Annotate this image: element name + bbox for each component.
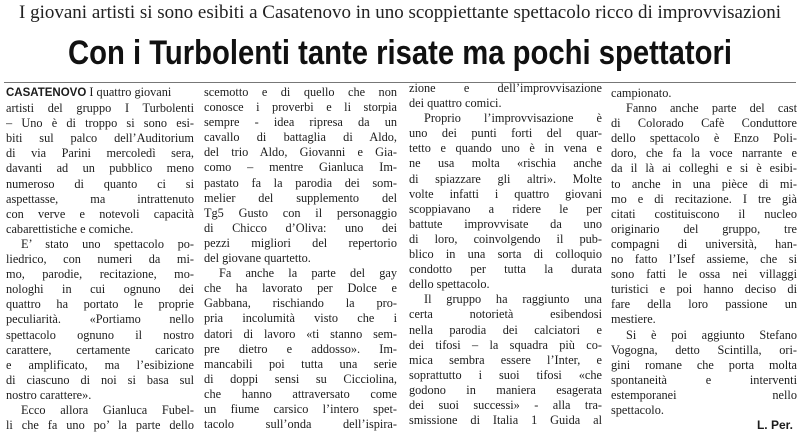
column-line: li che fa uno po’ la parte dello	[6, 418, 194, 433]
column-line: spettacolo.	[611, 402, 664, 417]
column-line: numeroso di quanto ci si	[6, 176, 194, 191]
column-line: tacolo sull’onda dell’ispira-	[204, 417, 397, 432]
column-line: E’ stato uno spettacolo po-	[21, 236, 194, 251]
column-line: che ha lavorato per Dolce e	[204, 281, 397, 296]
column-line: datori di lavoro «ti stanno sem-	[204, 326, 397, 341]
column-line: e amplificato, ma l’esibizione	[6, 357, 194, 372]
column-line: un fiume carsico l’intero spet-	[204, 401, 397, 416]
column-line: volte infatti i quattro giovani	[409, 186, 602, 201]
column-line: mancabili poi tutta una serie	[204, 356, 397, 371]
column-line: dei tifosi – la squadra più co-	[409, 337, 602, 352]
column-line: no fatto l’Isef assieme, che si	[611, 252, 797, 267]
column-line: biti sul palco dell’Auditorium	[6, 131, 194, 146]
column-line: citati costituiscono il nucleo	[611, 206, 797, 221]
column-line: blico in una sorta di colloquio	[409, 247, 602, 262]
article-column-3	[409, 81, 602, 428]
column-line: dello spettacolo è Enzo Poli-	[611, 131, 797, 146]
column-line: turistici e poi hanno deciso di	[611, 282, 797, 297]
column-line: mica sembra essere l’Inter, e	[409, 352, 602, 367]
column-line: soprattutto i suoi tifosi «che	[409, 367, 602, 382]
column-line: Fanno anche parte del cast	[626, 101, 797, 116]
column-line: fare della loro passione un	[611, 297, 797, 312]
column-line: di Colorado Cafè Conduttore	[611, 116, 797, 131]
column-line: battute improvvisate da uno	[409, 216, 602, 231]
column-line: spettacolo ognuno il nostro	[6, 327, 194, 342]
column-line: ne usa molta «rischia anche	[409, 156, 602, 171]
column-line: pria incolumità visto che i	[204, 311, 397, 326]
column-line: dello spettacolo.	[409, 277, 490, 292]
signature-line	[611, 418, 797, 433]
column-line: mestiere.	[611, 312, 656, 327]
column-line: conosce i proverbi e li storpia	[204, 100, 397, 115]
column-line: to anche in una pièce di mi-	[611, 176, 797, 191]
column-line: campionato.	[611, 86, 672, 100]
column-line: nella parodia dei calciatori e	[409, 322, 602, 337]
column-line: doro, che fa la voce narrante e	[611, 146, 797, 161]
column-line: godono in maniera esagerata	[409, 382, 602, 397]
column-line: sono fatti le ossa nei villaggi	[611, 267, 797, 282]
column-line: mo, parodie, recitazione, mo-	[6, 267, 194, 282]
column-line: artisti del gruppo I Turbolenti	[6, 101, 194, 116]
column-line: di doppi sensi su Cicciolina,	[204, 371, 397, 386]
column-line: certa notorietà esibendosi	[409, 307, 602, 322]
column-line: carattere, certamente caricato	[6, 342, 194, 357]
column-line: pre dietro e addosso». Im-	[204, 341, 397, 356]
article-kicker: I giovani artisti si sono esibiti a Casatenovo in uno scoppiettante spettacolo ricco di improvvisazioni	[19, 2, 781, 23]
column-line: cavallo di battaglia di Aldo,	[204, 130, 397, 145]
column-line: nologhi in cui ognuno dei	[6, 282, 194, 297]
column-line: peculiarità. «Portiamo nello	[6, 312, 194, 327]
column-line: cabarettistiche e comiche.	[6, 221, 134, 236]
column-line: dei suoi successi» - alla tra-	[409, 397, 602, 412]
column-line: melier del supplemento del	[204, 190, 397, 205]
article-column-4	[611, 86, 797, 433]
column-line: scemotto e di quello che non	[204, 85, 397, 99]
column-line: condotto per tutta la durata	[409, 262, 602, 277]
column-line: estemporanei nello	[611, 387, 797, 402]
column-line: nostro carattere».	[6, 387, 92, 402]
column-line: uno dei punti forti del quar-	[409, 126, 602, 141]
column-line: di Chicco d’Oliva: uno dei	[204, 220, 397, 235]
column-line: originario del gruppo, tre	[611, 221, 797, 236]
column-line: Vogogna, detto Scintilla, ori-	[611, 342, 797, 357]
column-line: Proprio l’improvvisazione è	[424, 111, 602, 126]
column-line: Il gruppo ha raggiunto una	[424, 292, 602, 307]
column-line: liedrico, con numeri da mi-	[6, 252, 194, 267]
column-line: – Uno è di troppo si sono esi-	[6, 116, 194, 131]
column-line: Si è poi aggiunto Stefano	[626, 327, 797, 342]
column-line: mo e di recitazione. I tre già	[611, 191, 797, 206]
column-line: zione e dell’improvvisazione	[409, 81, 602, 95]
column-line: del trio Aldo, Giovanni e Gia-	[204, 145, 397, 160]
headline-rule	[4, 82, 796, 83]
column-line: aspettasse, ma intrattenuto	[6, 191, 194, 206]
column-line: davanti ad un pubblico meno	[6, 161, 194, 176]
column-line: compagni di università, han-	[611, 236, 797, 251]
column-line: da il là ai colleghi e si è esibi-	[611, 161, 797, 176]
column-line: dei quattro comici.	[409, 96, 502, 111]
author-signature: L. Per.	[756, 418, 793, 433]
column-line: di ciascuno di noi si basa sul	[6, 372, 194, 387]
column-line: di loro, coinvolgendo il pub-	[409, 231, 602, 246]
article-column-1	[6, 85, 194, 433]
column-line: Ecco allora Gianluca Fubel-	[21, 402, 194, 417]
article-headline: Con i Turbolenti tante risate ma pochi spettatori	[68, 34, 732, 72]
column-line: quattro ha portato le proprie	[6, 297, 194, 312]
column-line: con verve e notevoli capacità	[6, 206, 194, 221]
column-line: pezzi migliori del repertorio	[204, 235, 397, 250]
column-line: tetto e quando uno è in vena e	[409, 141, 602, 156]
column-line: di spiazzare gli altri». Molte	[409, 171, 602, 186]
column-line: como – mentre Gianluca Im-	[204, 160, 397, 175]
column-line: gini romane che porta molta	[611, 357, 797, 372]
column-line: sempre - idea ripresa da un	[204, 115, 397, 130]
column-line: Tg5 Gusto con il personaggio	[204, 205, 397, 220]
column-line: del giovane quartetto.	[204, 251, 311, 266]
column-line: spontaneità e interventi	[611, 372, 797, 387]
article-column-2	[204, 85, 397, 432]
column-line: smissione di Italia 1 Guida al	[409, 413, 602, 428]
column-line: scoppiavano a ridere le per	[409, 201, 602, 216]
column-line: pastato fa la parodia dei som-	[204, 175, 397, 190]
column-line: Gabbana, rischiando la pro-	[204, 296, 397, 311]
dateline: CASATENOVO	[6, 87, 87, 99]
column-line: che hanno attraversato come	[204, 386, 397, 401]
column-line: CASATENOVO I quattro giovani	[6, 85, 172, 99]
column-line: Fa anche la parte del gay	[219, 266, 397, 281]
column-line: di via Parini mercoledì sera,	[6, 146, 194, 161]
